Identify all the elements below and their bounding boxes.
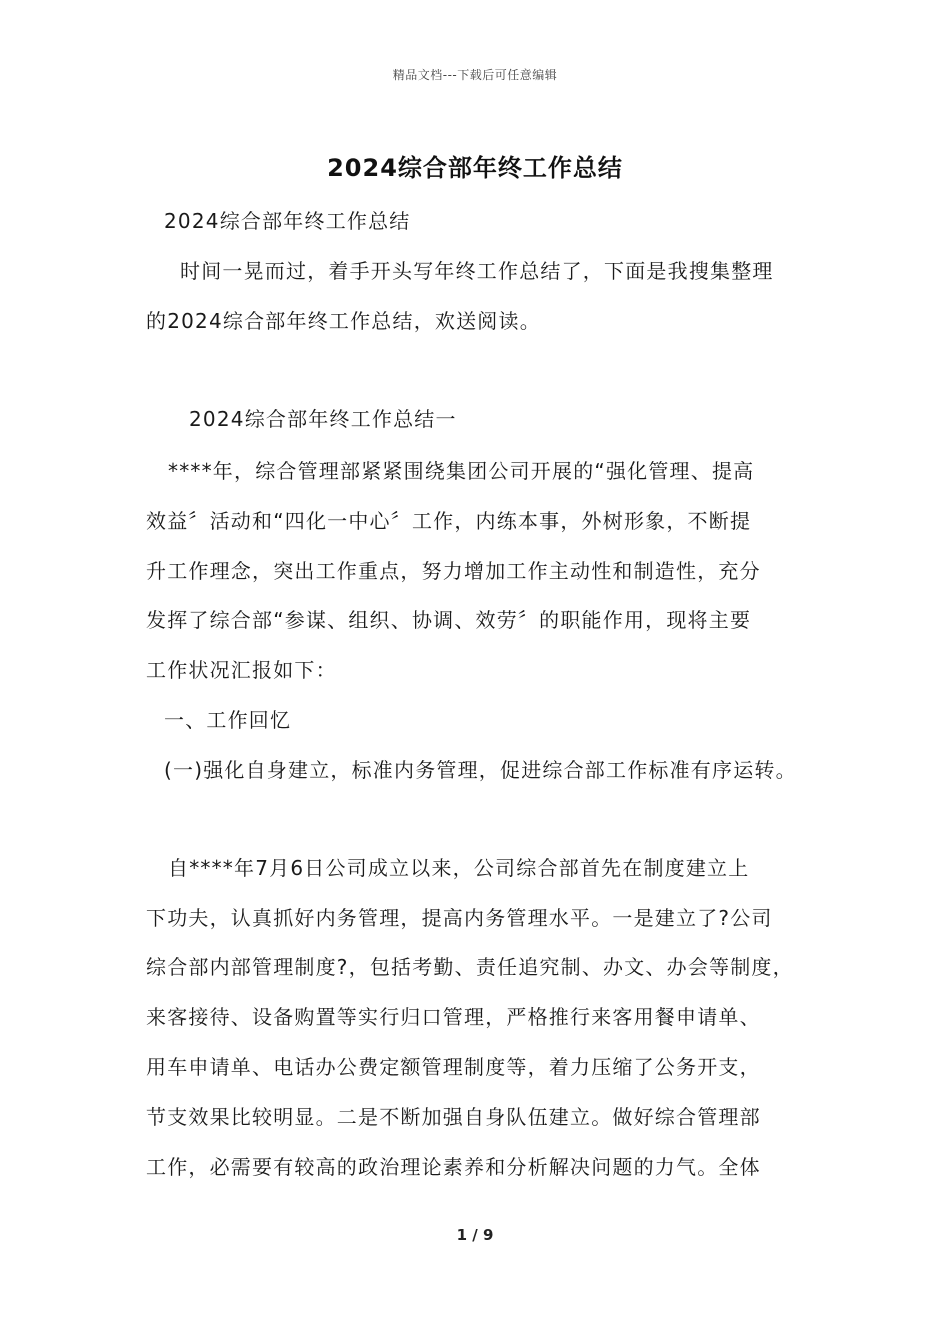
section-heading: 一、工作回忆 [164,708,292,732]
paragraph-line: 工作状况汇报如下： [146,658,337,682]
paragraph-line: 自****年7月6日公司成立以来，公司综合部首先在制度建立上 [168,856,750,880]
paragraph-line: 用车申请单、电话办公费定额管理制度等，着力压缩了公务开支， [146,1055,761,1079]
paragraph-line: 工作，必需要有较高的政治理论素养和分析解决问题的力气。全体 [146,1155,761,1179]
page-number: 1 / 9 [456,1226,494,1244]
paragraph-line: 时间一晃而过，着手开头写年终工作总结了，下面是我搜集整理 [180,259,774,283]
subtitle-line: 2024综合部年终工作总结 [164,209,411,233]
paragraph-line: 的2024综合部年终工作总结，欢送阅读。 [146,309,541,333]
document-title: 2024综合部年终工作总结 [327,154,623,182]
paragraph-line: 升工作理念，突出工作重点，努力增加工作主动性和制造性，充分 [146,559,761,583]
header-note: 精品文档---下载后可任意编辑 [392,68,558,82]
paragraph-line: 下功夫，认真抓好内务管理，提高内务管理水平。一是建立了?公司 [146,906,773,930]
paragraph-line: ****年，综合管理部紧紧围绕集团公司开展的“强化管理、提高 [168,459,755,483]
paragraph-line: 节支效果比较明显。二是不断加强自身队伍建立。做好综合管理部 [146,1105,761,1129]
subsection-heading: (一)强化自身建立，标准内务管理，促进综合部工作标准有序运转。 [164,758,797,782]
paragraph-line: 效益〞活动和“四化一中心〞工作，内练本事，外树形象，不断提 [146,509,752,533]
section-heading: 2024综合部年终工作总结一 [189,407,457,431]
paragraph-line: 综合部内部管理制度?，包括考勤、责任追究制、办文、办会等制度， [146,955,794,979]
paragraph-line: 来客接待、设备购置等实行归口管理，严格推行来客用餐申请单、 [146,1005,761,1029]
paragraph-line: 发挥了综合部“参谋、组织、协调、效劳〞的职能作用，现将主要 [146,608,752,632]
